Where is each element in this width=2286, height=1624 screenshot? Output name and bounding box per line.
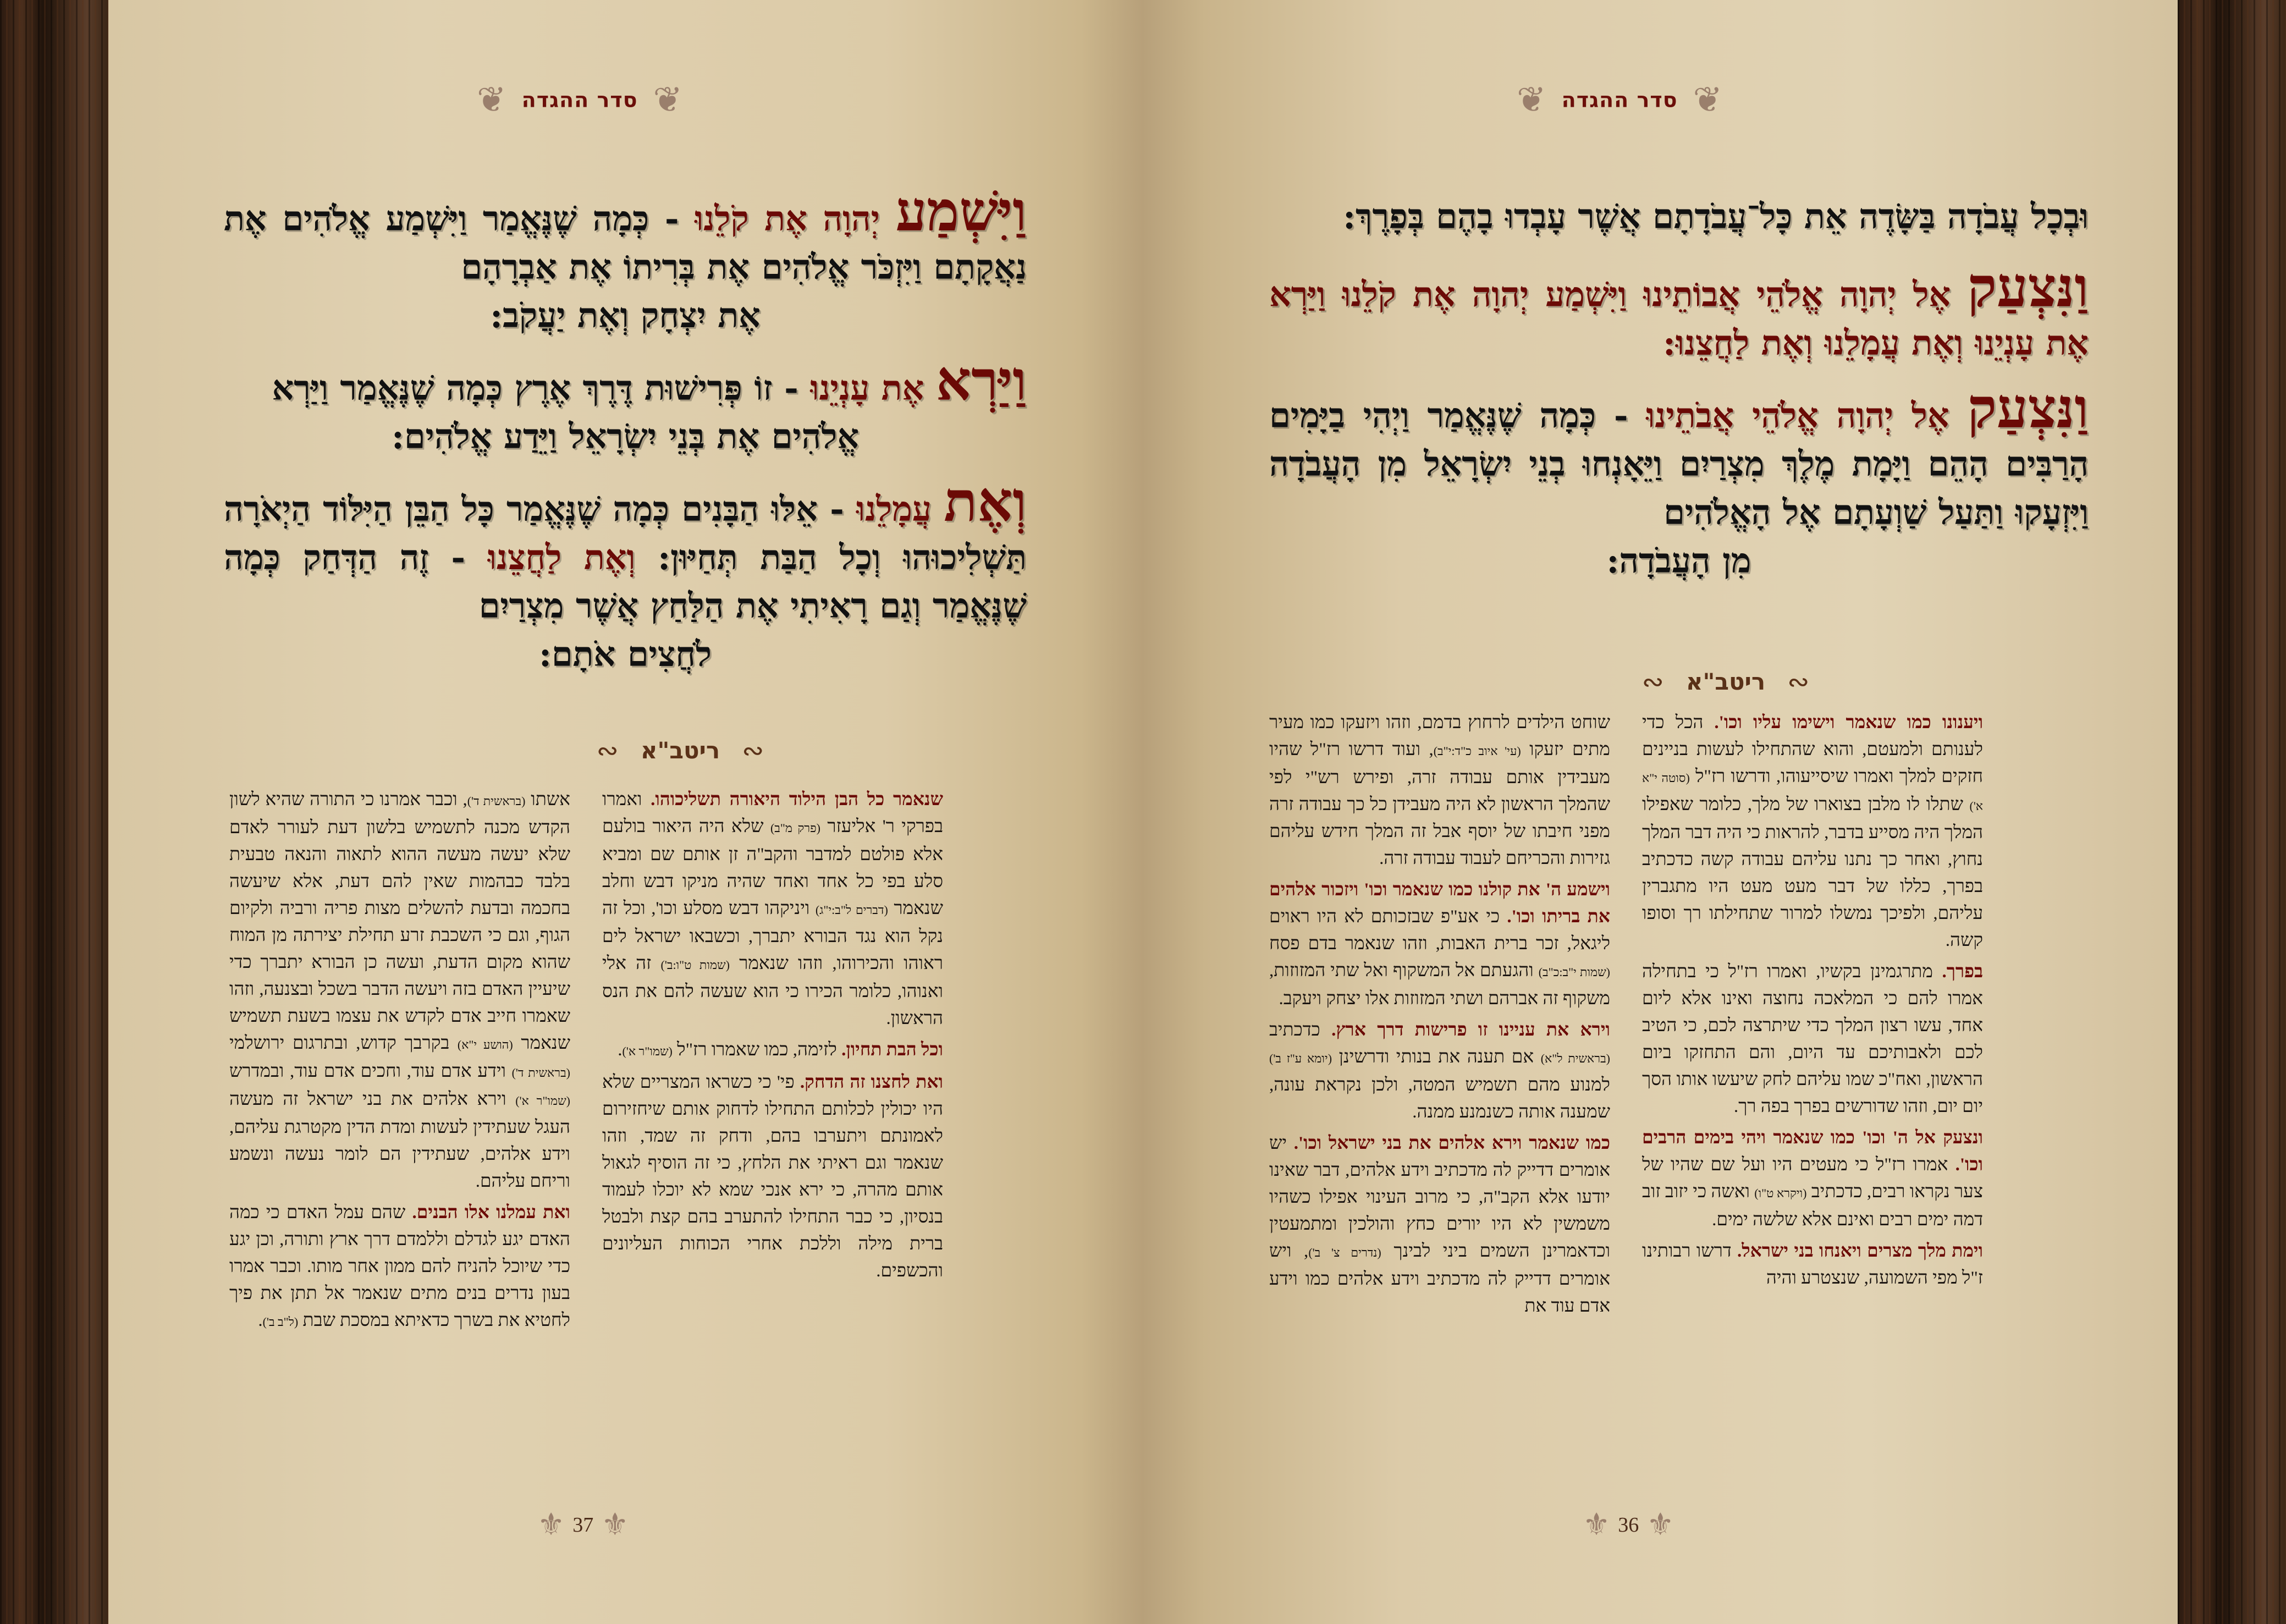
commentary-text: אשתו	[531, 790, 570, 810]
verse-text: - זוֹ פְּרִישׁוּת דֶּרֶךְ אֶרֶץ כְּמָה שֶׁנֶּאֱמַר וַיַּרְא	[272, 368, 798, 408]
commentary-text: אם תענה את בנותי ודרשינן	[1338, 1047, 1534, 1067]
commentary-text: הכל כדי לענותם ולמעטם, והוא שהתחילו לעשות בניינים חזקים למלך ואמרו שיסייעוהו, ודרשו רז"ל	[1642, 713, 1983, 786]
running-header	[477, 82, 682, 118]
commentary-text: , ועוד דרשו רז"ל שהיו מעבידין אותם עבודה זרה, ופירש רש"י לפי שהמלך הראשון לא היה מעבידן כל כך עבודה זרה מפני חיבתו של יוסף אבל זה המלך חידש עליהם גזירות והכריחם לעבוד עבודה זרה.	[1269, 740, 1610, 868]
commentary-text: ויניקהו דבש מסלע וכו', וכל זה נקל הוא נגד הבורא יתברך, וכשבאו ישראל לים ראוהו והכירוהו, וזהו שנאמר	[602, 899, 944, 973]
commentary-text: כי אע"פ שבזכותם לא היו ראוים ליגאל, זכר ברית האבות, וזהו שנאמר בדם פסח	[1269, 907, 1610, 954]
source-ref: (הושע י"א)	[457, 1038, 513, 1052]
verse-text: - אֵלּוּ הַבָּנִים כְּמָה שֶׁנֶּאֱמַר כָּל הַבֵּן הַיִּלּוֹד הַיְאֹרָה תַּשְׁלִיכוּהוּ וְכָל הַבַּת תְּחַיּוּן:	[224, 489, 1027, 577]
commentary-text: אמרו רז"ל כי מעטים היו ועל שם שהיו של צער נקראו רבים, כדכתיב	[1642, 1155, 1984, 1202]
paragraph	[224, 348, 1027, 413]
commentary-column-left	[1269, 709, 1610, 1324]
fleur-icon: ⚜	[537, 1507, 565, 1543]
dibur-hamatchil: בפרך.	[1942, 962, 1983, 982]
dibur-hamatchil: וישמע ה' את קולנו כמו שנאמר וכו' ויזכור אלהים את בריתו וכו'.	[1269, 880, 1610, 927]
commentary-paragraph	[602, 1069, 943, 1285]
paragraph	[224, 469, 1027, 630]
source-ref: (יומא ע"ז ב')	[1269, 1052, 1332, 1065]
verse-end: מִן הָעֲבֹדָה:	[1606, 541, 1751, 581]
running-header	[1517, 82, 1722, 118]
commentary-columns	[229, 786, 943, 1340]
commentary-text: לזימה, כמו שאמרו רז"ל	[677, 1040, 837, 1060]
commentary-text: וירא אלהים את בני ישראל זה מעשה העגל שעתידין לעשות ומדת הדין מקטרגת עליהם, וידע אלהים, שעתידין הם לומר נעשה ונשמע וריחם עליהם.	[229, 1089, 570, 1191]
section-title: ריטב"א	[640, 737, 720, 764]
verse-line: וּבְכָל עֲבֹדָה בַּשָּׂדֶה אֵת כָּל־עֲבֹדָתָם אֲשֶׁר עָבְדוּ בָהֶם בְּפָרֶךְ:	[1343, 196, 2089, 236]
wood-frame-left	[0, 0, 108, 1624]
commentary-text: שלא היה היאור בולעם אלא פולטם למדבר והקב"ה זן אותם שם ומביא סלע בפי כל אחד ואחד שהיה מניקו דבש וחלב שנאמר	[602, 817, 943, 918]
swirl-icon: ∾	[1787, 666, 1810, 697]
source-ref: (ל"ב ב')	[262, 1315, 299, 1329]
dibur-hamatchil: וכל הבת תחיון.	[841, 1040, 943, 1060]
commentary-text: וידע אדם עוד, וחכים אדם עוד, ובמדרש	[229, 1061, 506, 1081]
verse-text: - זֶה הַדְּחַק כְּמָה שֶׁנֶּאֱמַר וְגַם רָאִיתִי אֶת הַלַּחַץ אֲשֶׁר מִצְרַיִם	[224, 537, 1027, 626]
dibur-hamatchil: ויענונו כמו שנאמר וישימו עליו וכו'.	[1714, 713, 1984, 733]
dibur-hamatchil: ואת לחצנו זה הדחק.	[800, 1072, 944, 1092]
commentary-column-right	[1642, 709, 1983, 1324]
commentary-text: כדכתיב	[1269, 1020, 1320, 1040]
ornament-icon: ❦	[653, 80, 683, 120]
verse-end: אֱלֹהִים אֶת בְּנֵי יִשְׂרָאֵל וַיֵּדַע אֱלֹהִים:	[391, 416, 860, 456]
dibur-hamatchil: ואת עמלנו אלו הבנים.	[412, 1203, 570, 1223]
commentary-text: שתלו לו מלבן בצוארו של מלך, כלומר שאפילו המלך היה מסייע בדבר, להראות כי היה דבר המלך נחוץ, ואחר כך נתנו עליהם עבודה קשה כדכתיב בפרך, כללו של דבר מעט מעט היו מתגברין עליהם, ולפיכך נמשלו למרור שתחילתו רך וסופו קשה.	[1642, 795, 1983, 950]
fleur-icon: ⚜	[1646, 1507, 1674, 1543]
commentary-paragraph	[1269, 709, 1610, 872]
lead-word: וַיִּשְׁמַע	[895, 179, 1027, 244]
commentary-text: דרשו רבותינו ז"ל מפי השמועה, שנצטרע והיה	[1642, 1241, 1983, 1288]
source-ref: (סוטה י"א א')	[1642, 771, 1984, 813]
source-ref: (נדרים צ' ב')	[1308, 1246, 1381, 1259]
page-number	[1583, 1507, 1674, 1543]
commentary-text: יש אומרים דדייק לה מדכתיב וידע אלהים, דבר שאינו יודעו אלא הקב"ה, כי מרוב העינוי אפילו כשהיו משמשין לא היו יורים כחץ והולכין ומתמעטין וכדאמרינן השמים ביני לבינך	[1269, 1133, 1611, 1261]
commentary-column-left	[229, 786, 570, 1340]
source-ref: (בראשית ד')	[511, 1066, 570, 1080]
source-ref: (שמות ט"ו:ב')	[660, 958, 730, 972]
highlight-phrase: עֲמָלֵנוּ	[856, 489, 932, 529]
commentary-text: ואמרו בפרקי ר' אליעזר	[602, 790, 943, 836]
dibur-hamatchil: וירא את עניינו זו פרישות דרך ארץ.	[1331, 1020, 1610, 1040]
source-ref: (שמו"ר א')	[515, 1094, 570, 1108]
swirl-icon: ∾	[1641, 666, 1664, 697]
verse-end: אֶת יִצְחָק וְאֶת יַעֲקֹב:	[490, 295, 761, 335]
wood-frame-right	[2178, 0, 2286, 1624]
commentary-column-right	[602, 786, 943, 1340]
highlight-phrase: אֶל יְהוָה אֱלֹהֵי אֲבֹתֵינוּ	[1646, 395, 1949, 436]
haggadah-text	[1269, 192, 2089, 585]
highlight-phrase: אֶת עָנְיֵנוּ	[810, 368, 924, 408]
source-ref: (עי' איוב כ"ד:י"ב)	[1433, 744, 1521, 758]
fleur-icon: ⚜	[601, 1507, 629, 1543]
dibur-hamatchil: שנאמר כל הבן הילוד היאורה תשליכוהו.	[651, 790, 943, 810]
section-title: ריטב"א	[1685, 668, 1766, 695]
source-ref: (פרק מ"ב)	[770, 821, 820, 835]
source-ref: (שמות י"ב:כ"ב)	[1538, 965, 1611, 979]
commentary-paragraph	[1269, 877, 1610, 1012]
source-ref: (דברים ל"ב:י"ג)	[815, 903, 888, 917]
fleur-icon: ⚜	[1583, 1507, 1611, 1543]
verse-text: - כְּמָה שֶׁנֶּאֱמַר וַיְהִי בַיָּמִים הָרַבִּים הָהֵם וַיָּמָת מֶלֶךְ מִצְרַיִם וַיֵּאָנְחוּ בְנֵי יִשְׂרָאֵל מִן הָעֲבֹדָה וַיִּזְעָקוּ וַתַּעַל שַׁוְעָתָם אֶל הָאֱלֹהִים	[1269, 395, 2089, 532]
running-header-title: סדר ההגדה	[1561, 88, 1678, 112]
commentary-text: בקרבך קדוש, ובתרגום ירושלמי	[229, 1033, 450, 1053]
haggadah-text	[224, 179, 1027, 679]
verse-text: - כְּמָה שֶׁנֶּאֱמַר וַיִּשְׁמַע אֱלֹהִים אֶת נַאֲקָתָם וַיִּזְכֹּר אֱלֹהִים אֶת בְּרִיתוֹ אֶת אַבְרָהָם	[224, 199, 1027, 287]
dibur-hamatchil: וימת מלך מצרים ויאנחו בני ישראל.	[1737, 1241, 1983, 1261]
commentary-paragraph	[1642, 1238, 1983, 1292]
highlight-phrase: וְאֶת לַחֲצֵנוּ	[487, 537, 636, 577]
source-ref: (בראשית ד')	[467, 794, 526, 808]
running-header-title: סדר ההגדה	[521, 88, 638, 112]
dibur-hamatchil: ונצעק אל ה' וכו' כמו שנאמר ויהי בימים הרבים וכו'.	[1642, 1128, 1983, 1175]
ornament-icon: ❦	[477, 80, 506, 120]
lead-word: וַנִּצְעַק	[1967, 376, 2089, 441]
commentary-paragraph	[1269, 1017, 1610, 1126]
page-number-value: 37	[572, 1513, 594, 1537]
commentary-paragraph	[1269, 1130, 1610, 1320]
commentary-text: .	[258, 1311, 263, 1330]
verse-text: אֶל יְהוָה אֱלֹהֵי אֲבוֹתֵינוּ וַיִּשְׁמַע יְהוָה אֶת קֹלֵנוּ וַיַּרְא אֶת עָנְיֵנוּ וְאֶת עֲמָלֵנוּ וְאֶת לַחֲצֵנוּ:	[1269, 274, 2089, 363]
commentary-text: ואשה כי יזוב זוב דמה ימים רבים ואינם אלא שלשה ימים.	[1642, 1182, 1983, 1230]
page-number-value: 36	[1618, 1513, 1639, 1537]
swirl-icon: ∾	[596, 735, 619, 766]
commentary-paragraph	[229, 1199, 570, 1335]
lead-word: וְאֶת	[944, 469, 1027, 534]
source-ref: (ויקרא ט"ו)	[1754, 1186, 1807, 1200]
commentary-paragraph	[1642, 709, 1983, 954]
commentary-text: , וכבר אמרנו כי התורה שהיא לשון הקדש מכנה לתשמיש בלשון דעת לעורר לאדם שלא יעשה מעשה ההוא לתאוה והנאה טבעית בלבד כבהמות שאין להם דעת, אלא שיעשה בחכמה ובדעת להשלים מצות פריה ורביה ולקיום הגוף, וגם כי השכבת זרע תחילת יצירתה מן המוח שהוא מקום הדעת, ועשה כן הבורא יתברך כדי שיעיין האדם בזה ויעשה הדבר בשכל ובצנעה, וזהו שאמרו חייב אדם לקדש את עצמו בשעת תשמיש שנאמר	[229, 790, 570, 1053]
verse-end: לֹחֲצִים אֹתָם:	[539, 634, 712, 674]
source-ref: (שמו"ר א')	[622, 1044, 673, 1058]
commentary-paragraph	[229, 786, 570, 1195]
ornament-icon: ❦	[1517, 80, 1546, 120]
page-36	[1143, 0, 2178, 1624]
section-heading	[515, 737, 845, 764]
commentary-text: , ויש אומרים דדייק לה מדכתיב וידע אלהים כמו וידע אדם עוד את	[1269, 1241, 1610, 1316]
commentary-text: פי' כי כשראו המצריים שלא היו יכולין לכלותם התחילו לדחוק אותם שיחזירום לאמונתם ויתערבו בהם, ודחק זה שמד, וזהו שנאמר וגם ראיתי את הלחץ, כי זה הוסיף לגאול אותם מהרה, כי ירא אנכי שמא לא יוכלו לעמוד בנסיון, כי כבר התחילו להתערב בהם קצת ולבטל ברית מילה וללכת אחרי הכוחות העליונים והכשפים.	[602, 1072, 943, 1281]
swirl-icon: ∾	[742, 735, 764, 766]
ornament-icon: ❦	[1693, 80, 1723, 120]
page-37	[108, 0, 1143, 1624]
page-number	[537, 1507, 629, 1543]
commentary-text: .	[618, 1040, 623, 1060]
source-ref: (בראשית ל"א)	[1540, 1052, 1610, 1065]
commentary-text: למנוע מהם תשמיש המטה, ולכן נקראת עונה, שמענה אותה כשנמנע ממנה.	[1269, 1075, 1610, 1122]
commentary-paragraph	[1642, 959, 1983, 1120]
paragraph	[224, 179, 1027, 291]
commentary-paragraph	[1642, 1125, 1983, 1234]
commentary-text: זה אלי ואנוהו, כלומר הכירו כי הוא שעשה להם את הנס הראשון.	[602, 954, 943, 1028]
commentary-columns	[1269, 709, 1983, 1324]
commentary-text: מתרגמינן בקשיו, ואמרו רז"ל כי בתחילה אמרו להם כי המלאכה נחוצה ואינו אלא ליום אחד, עשו רצון המלך כדי שיתרצה לכם, כי הטיב לכם ולאבותיכם עד היום, והם התחזקו ביום הראשון, ואח"כ שמו עליהם לחק שיעשו אותו הסך יום יום, וזהו שדורשים בפרך בפה רך.	[1642, 962, 1983, 1116]
section-heading	[1561, 668, 1891, 695]
paragraph	[1269, 376, 2089, 537]
commentary-paragraph	[602, 1037, 943, 1065]
lead-word: וַנִּצְעַק	[1967, 255, 2089, 320]
dibur-hamatchil: כמו שנאמר וירא אלהים את בני ישראל וכו'.	[1293, 1133, 1611, 1153]
paragraph	[1269, 255, 2089, 367]
highlight-phrase: יְהוָה אֶת קֹלֵנוּ	[695, 199, 880, 239]
commentary-paragraph	[602, 786, 943, 1032]
commentary-text: שהם עמל האדם כי כמה האדם יגע לגדלם וללמדם דרך ארץ ותורה, וכן יגע כדי שיוכל להניח להם ממון אחר מותו. וכבר אמרו בעון נדרים בנים מתים שנאמר אל תתן את פיך לחטיא את בשרך כדאיתא במסכת שבת	[229, 1203, 570, 1330]
commentary-text: והגעתם אל המשקוף ואל שתי המזוזות, משקוף זה אברהם ושתי המזוזות אלו יצחק ויעקב.	[1269, 961, 1610, 1009]
commentary-text: שוחט הילדים לרחוץ בדמם, וזהו ויזעקו כמו מעיר מתים יזעקו	[1269, 713, 1610, 759]
lead-word: וַיַּרְא	[935, 348, 1027, 413]
